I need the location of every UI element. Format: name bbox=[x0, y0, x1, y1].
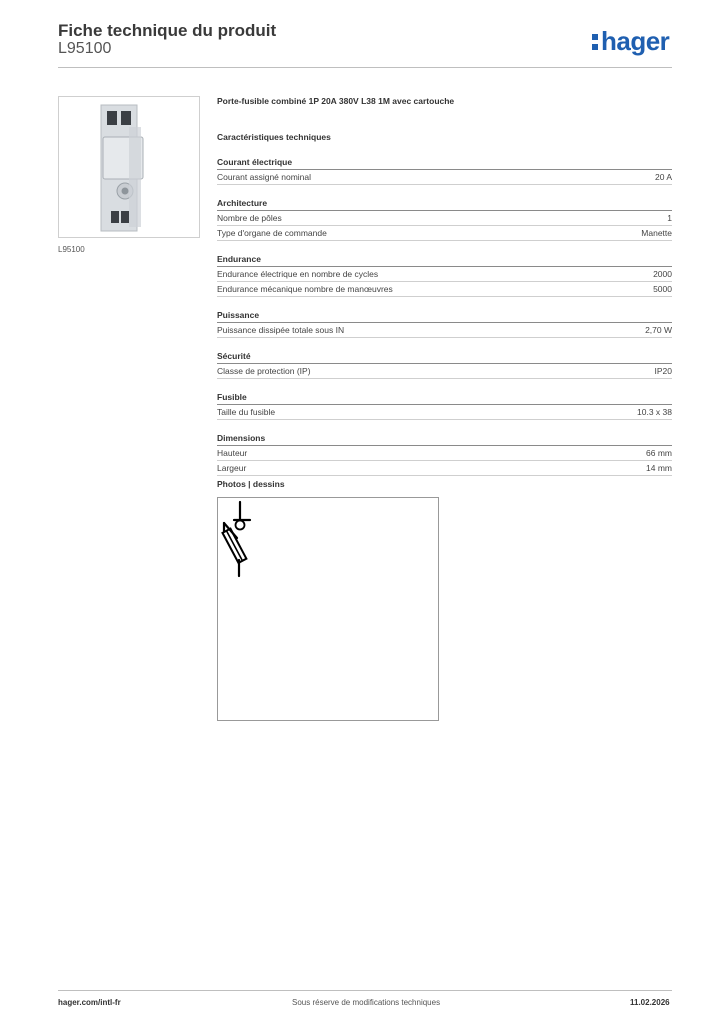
spec-value: IP20 bbox=[654, 366, 672, 376]
spec-row bbox=[217, 461, 672, 476]
logo-dot-icon bbox=[592, 44, 598, 50]
spec-value: 2000 bbox=[653, 269, 672, 279]
spec-label: Hauteur bbox=[217, 448, 248, 458]
spec-row bbox=[217, 364, 672, 379]
spec-row bbox=[217, 170, 672, 185]
spec-label: Taille du fusible bbox=[217, 407, 276, 417]
spec-value: 66 mm bbox=[646, 448, 672, 458]
characteristics-title: Caractéristiques techniques bbox=[217, 132, 331, 142]
spec-group-title: Sécurité bbox=[217, 350, 672, 364]
spec-label: Endurance électrique en nombre de cycles bbox=[217, 269, 379, 279]
schematic-drawing bbox=[217, 497, 439, 721]
spec-group-title: Fusible bbox=[217, 391, 672, 405]
product-code: L95100 bbox=[58, 40, 112, 57]
spec-label: Largeur bbox=[217, 463, 247, 473]
page-title: Fiche technique du produit bbox=[58, 21, 277, 40]
product-name: Porte-fusible combiné 1P 20A 380V L38 1M avec cartouche bbox=[217, 96, 455, 106]
photos-title: Photos | dessins bbox=[217, 479, 285, 489]
spec-row bbox=[217, 323, 672, 338]
footer-website[interactable]: hager.com/intl-fr bbox=[58, 998, 121, 1007]
header-divider bbox=[58, 67, 672, 68]
spec-group bbox=[217, 197, 672, 241]
footer-disclaimer: Sous réserve de modifications techniques bbox=[292, 998, 441, 1007]
spec-label: Type d'organe de commande bbox=[217, 228, 327, 238]
logo-text: hager bbox=[601, 26, 670, 56]
product-photo bbox=[58, 96, 200, 238]
spec-row bbox=[217, 211, 672, 226]
spec-value: 20 A bbox=[654, 172, 672, 182]
spec-group bbox=[217, 350, 672, 379]
spec-row bbox=[217, 226, 672, 241]
spec-value: Manette bbox=[641, 228, 672, 238]
spec-group-title: Puissance bbox=[217, 309, 672, 323]
specs-table bbox=[217, 156, 672, 476]
spec-row bbox=[217, 267, 672, 282]
spec-label: Nombre de pôles bbox=[217, 213, 282, 223]
spec-group bbox=[217, 391, 672, 420]
footer-date: 11.02.2026 bbox=[630, 998, 670, 1007]
spec-group bbox=[217, 309, 672, 338]
spec-label: Classe de protection (IP) bbox=[217, 366, 311, 376]
spec-group bbox=[217, 253, 672, 297]
spec-group bbox=[217, 156, 672, 185]
photo-caption: L95100 bbox=[58, 245, 85, 254]
spec-group-title: Dimensions bbox=[217, 432, 672, 446]
spec-label: Endurance mécanique nombre de manœuvres bbox=[217, 284, 393, 294]
spec-label: Courant assigné nominal bbox=[217, 172, 312, 182]
spec-group bbox=[217, 432, 672, 476]
spec-value: 2,70 W bbox=[645, 325, 672, 335]
spec-value: 10.3 x 38 bbox=[637, 407, 672, 417]
spec-row bbox=[217, 282, 672, 297]
spec-row bbox=[217, 446, 672, 461]
spec-value: 1 bbox=[667, 213, 672, 223]
spec-value: 14 mm bbox=[646, 463, 672, 473]
footer-divider bbox=[58, 990, 672, 991]
spec-group-title: Endurance bbox=[217, 253, 672, 267]
spec-value: 5000 bbox=[653, 284, 672, 294]
spec-group-title: Courant électrique bbox=[217, 156, 672, 170]
logo-dot-icon bbox=[592, 34, 598, 40]
spec-row bbox=[217, 405, 672, 420]
spec-group-title: Architecture bbox=[217, 197, 672, 211]
spec-label: Puissance dissipée totale sous IN bbox=[217, 325, 345, 335]
